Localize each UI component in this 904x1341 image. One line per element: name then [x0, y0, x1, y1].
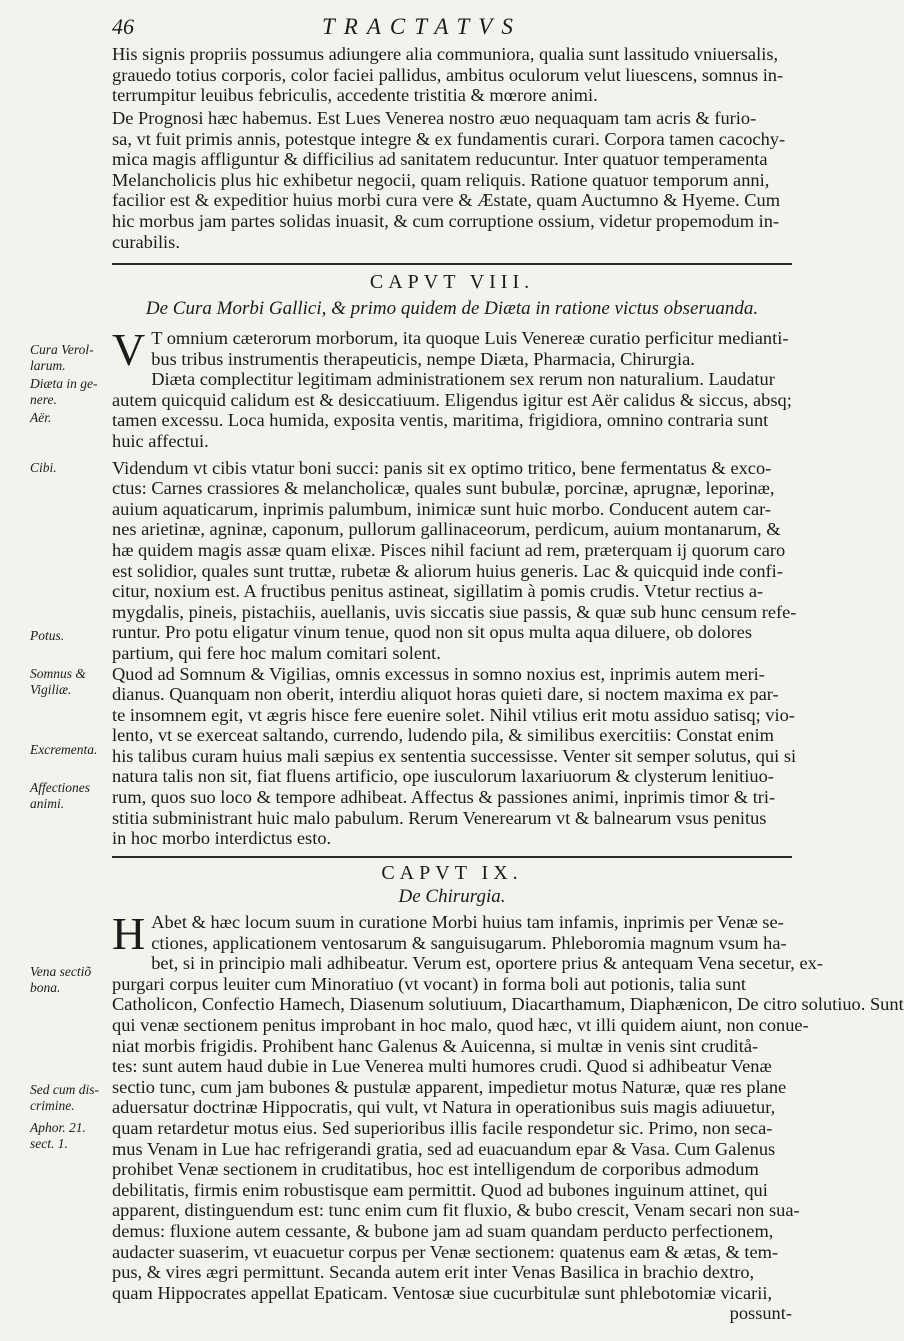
text-line: De Prognosi hæc habemus. Est Lues Venerea nostro æuo nequaquam tam acris & furio-: [112, 108, 757, 128]
intro-paragraph: [112, 44, 792, 106]
text-line: audacter suaserim, vt euacuetur corpus per Venæ sectionem: quatenus eam & ætas, & tem-: [112, 1241, 779, 1262]
running-title: TRACTATVS: [322, 14, 522, 39]
text-line: bet, si in principio mali adhibeatur. Verum est, oportere prius & antequam Vena secetur, ex-: [151, 953, 823, 974]
margin-note: Aër.: [30, 410, 52, 425]
text-line: facilior est & expeditior huius morbi cura vere & Æstate, quam Auctumno & Hyeme. Cum: [112, 190, 781, 211]
chapter-8-paragraph-4: [112, 663, 797, 849]
text-line: apparent, distinguendum est: tunc enim cum fit fluxio, & bubo crescit, Venam secari non sua-: [112, 1200, 800, 1221]
text-line: hic morbus jam partes solidas inuasit, & cum corruptione ossium, videtur propemodum in-: [112, 210, 780, 231]
text-line: Catholicon, Confectio Hamech, Diasenum solutiuum, Diacarthamum, Diaphænicon, De citro solutiuo. Sunt: [112, 994, 904, 1015]
text-line: mus Venam in Lue hac refrigerandi gratia, sed ad euacuandum epar & Vasa. Cum Galenus: [112, 1138, 776, 1159]
text-line: stitia subministrant huic malo pabulum. Rerum Venerearum vt & balnearum vsus penitus: [112, 807, 767, 828]
margin-note: Diæta in ge-nere.: [30, 376, 98, 407]
text-line: Melancholicis plus hic exhibetur negocii, quam reliquis. Ratione quatuor temporum anni,: [112, 169, 770, 190]
text-line: His signis propriis possumus adiungere alia communiora, qualia sunt lassitudo vniuersalis,: [112, 44, 779, 64]
text-line: Videndum vt cibis vtatur boni succi: panis sit ex optimo tritico, bene fermentatus & exco-: [112, 457, 772, 478]
chapter-8-paragraph-1: [112, 324, 792, 375]
text-line: hæ quidem magis assæ quam elixæ. Pisces nihil faciunt ad rem, præterquam ij quorum caro: [112, 539, 786, 560]
text-line: ctiones, applicationem ventosarum & sanguisugarum. Phleboromia magnum vsum ha-: [151, 932, 787, 953]
margin-note: Cura Verol-larum.: [30, 342, 94, 373]
text-line: dianus. Quanquam non oberit, interdiu aliquot horas quieti dare, si noctem maxima ex par-: [112, 684, 779, 705]
text-line: mica magis affliguntur & difficilius ad sanitatem reducuntur. Inter quatuor temperamenta: [112, 149, 768, 170]
text-line: est solidior, quales sunt truttæ, rubetæ & aliorum huius generis. Lac & quicquid inde confi-: [112, 560, 783, 581]
text-line: qui venæ sectionem penitus improbant in hoc malo, quod hæc, vt illi quidem aiunt, non conue-: [112, 1014, 809, 1035]
chapter-8-paragraph-2: [112, 369, 792, 451]
text-line: his talibus curam huius mali sæpius ex sententia successisse. Venter sit semper solutus, qui si: [112, 745, 797, 766]
text-line: Diæta complectitur legitimam administrationem sex rerum non naturalium. Laudatur: [151, 369, 775, 390]
text-line: nes arietinæ, agninæ, caponum, pullorum gallinaceorum, perdicum, auium montanarum, &: [112, 519, 781, 540]
page-header: [112, 14, 792, 44]
text-line: runtur. Pro potu eligatur vinum tenue, quod non sit opus multa aqua diluere, ob dolores: [112, 622, 752, 643]
margin-note: Potus.: [30, 628, 65, 643]
margin-note: Somnus & Vigiliæ.: [30, 666, 86, 697]
text-line: auium aquaticarum, inprimis palumbum, inimicæ sunt huic morbo. Conducent autem car-: [112, 498, 772, 519]
prognosis-paragraph: [112, 108, 792, 252]
text-line: niat morbis frigidis. Prohibent hanc Galenus & Auicenna, si multæ in venis sint cruditå-: [112, 1035, 759, 1056]
drop-cap: V: [112, 324, 146, 375]
margin-note: Vena sectiõ bona.: [30, 964, 92, 995]
text-line: sectio tunc, cum jam bubones & pustulæ apparent, impedietur motus Naturæ, quæ res plane: [112, 1076, 787, 1097]
text-line: natura talis non sit, fiat fluens artificio, ope iusculorum laxariuorum & clysterum lenitiuo-: [112, 766, 774, 787]
text-line: quam Hippocrates appellat Epaticam. Ventosæ siue cucurbitulæ sunt phlebotomiæ vicarii,: [112, 1282, 773, 1303]
chapter-9-paragraph-1: [112, 908, 904, 1303]
text-line: curabilis.: [112, 231, 180, 252]
text-line: partium, qui fere hoc malum comitari solent.: [112, 642, 441, 663]
text-line: in hoc morbo interdictus esto.: [112, 828, 332, 849]
text-line: rum, quos suo loco & tempore adhibeat. Affectus & passiones animi, inprimis timor & tri-: [112, 787, 776, 808]
text-line: mygdalis, pineis, pistachiis, auellanis, uvis siccatis siue passis, & quæ sub hunc censum refe-: [112, 601, 797, 622]
text-line: purgari corpus leuiter cum Minoratiuo (vt vocant) in forma boli aut potionis, talia sunt: [112, 973, 747, 994]
text-line: Abet & hæc locum suum in curatione Morbi huius tam infamis, inprimis per Venæ se-: [151, 912, 784, 932]
text-line: quam retardetur motus eius. Sed superioribus illis facile respondetur sic. Primo, non seca-: [112, 1117, 773, 1138]
section-divider: [112, 263, 792, 265]
chapter-9-title: CAPVT IX.: [381, 862, 523, 884]
text-line: Quod ad Somnum & Vigilias, omnis excessus in somno noxius est, inprimis autem meri-: [112, 663, 765, 684]
chapter-8-subtitle: De Cura Morbi Gallici, & primo quidem de Diæta in ratione victus obseruanda.: [145, 298, 759, 319]
text-line: terrumpitur leuibus febriculis, accedente tristitia & mœrore animi.: [112, 85, 598, 106]
catchword: possunt-: [729, 1303, 792, 1324]
margin-note: Cibi.: [30, 460, 57, 475]
text-line: pus, & vires ægri permittunt. Secanda autem erit inter Venas Basilica in brachio dextro,: [112, 1262, 755, 1283]
text-line: ctus: Carnes crassiores & melancholicæ, quales sunt bubulæ, porcinæ, aprugnæ, leporinæ,: [112, 478, 775, 499]
chapter-9-body: [112, 908, 904, 1324]
text-line: te insomnem egit, vt ægris hisce fere euenire solet. Nihil vtilius erit motu assiduo satisq; vio-: [112, 704, 795, 725]
text-line: citur, noxium est. A fructibus penitus astineat, sigillatim à pomis crudis. Vtetur rectius a-: [112, 581, 764, 602]
chapter-8-body: [112, 324, 797, 849]
text-line: huic affectui.: [112, 430, 209, 451]
margin-note: Sed cum dis-crimine.: [30, 1082, 99, 1113]
chapter-9-subtitle: De Chirurgia.: [398, 886, 506, 907]
text-line: bus tribus instrumentis therapeuticis, nempe Diæta, Pharmacia, Chirurgia.: [151, 348, 695, 369]
margin-note: Affectiones animi.: [30, 780, 90, 811]
drop-cap: H: [112, 908, 146, 959]
text-line: lento, vt se exerceat saltando, currendo, ludendo pila, & similibus exercitiis: Constat enim: [112, 725, 774, 746]
text-line: autem quicquid calidum est & desiccatiuum. Eligendus igitur est Aër calidus & siccus, absq;: [112, 389, 792, 410]
chapter-8-title: CAPVT VIII.: [369, 271, 535, 293]
text-line: grauedo totius corporis, color faciei pallidus, ambitus oculorum velut liuescens, somnus in-: [112, 64, 784, 85]
margin-note: Aphor. 21. sect. 1.: [30, 1120, 86, 1151]
text-line: demus: fluxione autem cessante, & bubone jam ad suam quandam perducto perfectionem,: [112, 1220, 774, 1241]
text-line: aduersatur doctrinæ Hippocratis, qui vult, vt Natura in operationibus suis magis adiuuetur,: [112, 1097, 776, 1118]
page-number: 46: [112, 14, 134, 39]
text-line: sa, vt fuit primis annis, potestque integre & ex fundamentis curari. Corpora tamen cacochy-: [112, 128, 786, 149]
text-line: tamen excessu. Loca humida, exposita ventis, maritima, frigidiora, omnino contraria sunt: [112, 410, 769, 431]
text-line: tes: sunt autem haud dubie in Lue Venerea multi humores crudi. Quod si adhibeatur Venæ: [112, 1056, 772, 1077]
text-line: debilitatis, firmis enim robustisque eam permittit. Quod ad bubones inguinum attinet, qui: [112, 1179, 768, 1200]
section-divider: [112, 856, 792, 858]
text-line: T omnium cæterorum morborum, ita quoque Luis Venereæ curatio perficitur medianti-: [151, 328, 789, 348]
margin-note: Excrementa.: [30, 742, 98, 757]
text-line: prohibet Venæ sectionem in cruditatibus, hoc est intelligendum de corporibus admodum: [112, 1159, 759, 1180]
chapter-8-paragraph-3: [112, 457, 797, 664]
